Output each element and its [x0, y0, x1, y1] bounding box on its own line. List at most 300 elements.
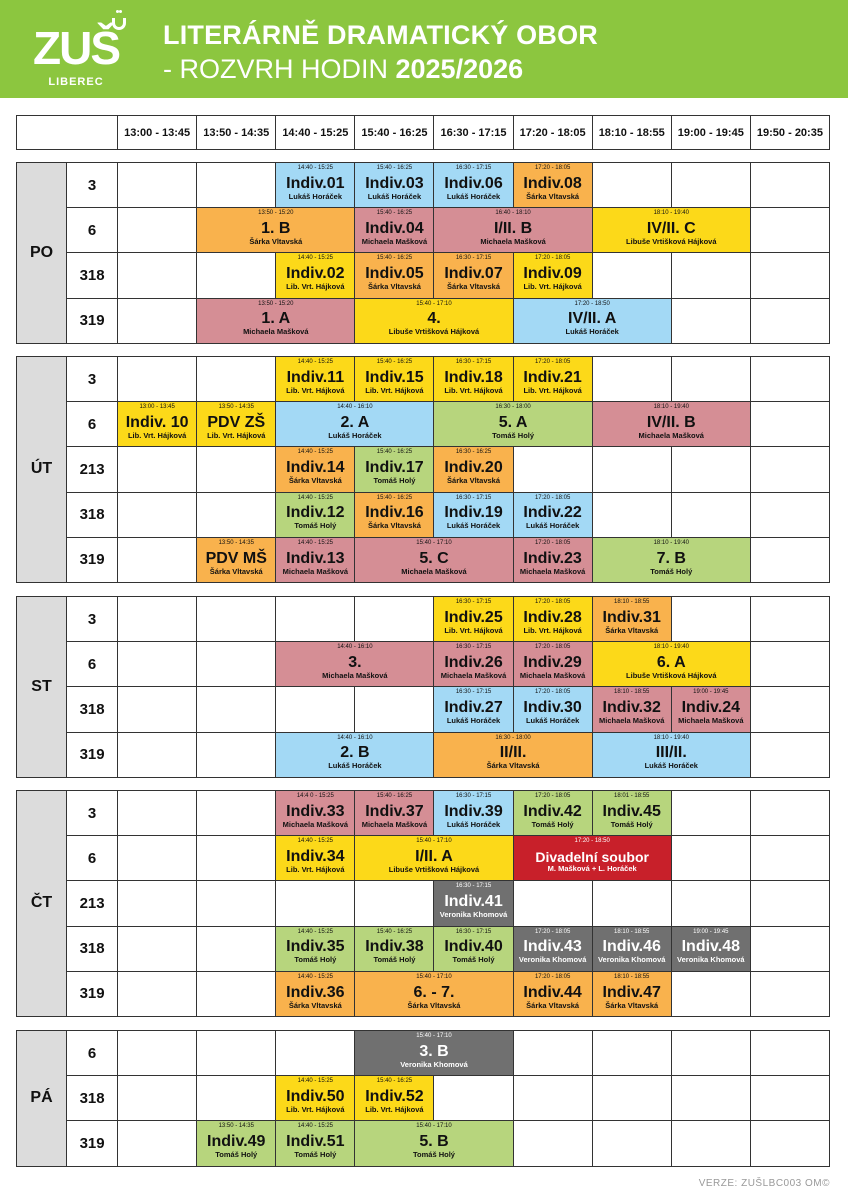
subtitle-prefix: - ROZVRH HODIN [163, 54, 396, 84]
room-label: 319 [67, 971, 118, 1016]
room-label: 6 [67, 642, 118, 687]
room-label: 213 [67, 881, 118, 926]
empty-slot [750, 971, 829, 1016]
empty-slot [118, 971, 197, 1016]
empty-slot [750, 732, 829, 777]
lesson-block [355, 926, 434, 971]
empty-slot [592, 253, 671, 298]
teacher-name: Libuše Vrtišková Hájková [626, 671, 717, 681]
time-slot-header: 17:20 - 18:05 [513, 116, 592, 150]
lesson-block [355, 791, 434, 836]
room-row [17, 163, 830, 208]
teacher-name: Lib. Vrt. Hájková [444, 385, 503, 395]
lesson-label: 3. B [419, 1042, 449, 1060]
lesson-time: 14:40 - 16:10 [337, 734, 373, 741]
day-table-st [16, 596, 830, 778]
lesson-time: 16:30 - 17:15 [455, 689, 492, 696]
empty-slot [671, 1121, 750, 1166]
teacher-name: Lib. Vrt. Hájková [523, 282, 582, 292]
empty-slot [671, 253, 750, 298]
room-label: 6 [67, 402, 118, 447]
lesson-label: 6. - 7. [413, 983, 455, 1001]
empty-slot [197, 791, 276, 836]
day-label: PÁ [17, 1031, 67, 1167]
lesson-time: 14:40 - 15:25 [297, 449, 334, 456]
empty-slot [592, 447, 671, 492]
teacher-name: Šárka Vltavská [447, 282, 501, 292]
lesson-block [276, 836, 355, 881]
lesson-label: Indiv.01 [286, 174, 345, 192]
lesson-block [434, 791, 513, 836]
lesson-label: PDV ZŠ [207, 414, 266, 432]
teacher-name: M. Mašková + L. Horáček [547, 864, 637, 874]
room-label: 3 [67, 791, 118, 836]
lesson-block [434, 642, 513, 687]
lesson-label: Indiv.52 [365, 1088, 424, 1106]
lesson-time: 18:10 - 19:40 [653, 539, 689, 546]
lesson-time: 13:50 - 14:35 [218, 539, 254, 546]
lesson-time: 14:40 - 15:25 [297, 255, 334, 262]
lesson-time: 14:40 - 15:25 [297, 165, 334, 171]
teacher-name: Lib. Vrt. Hájková [286, 865, 345, 875]
lesson-block [197, 1121, 276, 1166]
lesson-time: 18:10 - 18:55 [614, 689, 650, 696]
lesson-time: 15:40 - 17:10 [416, 300, 452, 307]
lesson-time: 15:40 - 17:10 [416, 539, 452, 546]
lesson-time: 16:30 - 17:15 [455, 928, 492, 935]
lesson-time: 13:50 - 15:20 [258, 210, 294, 217]
logo-subtitle: LIBEREC [48, 76, 104, 88]
teacher-name: Šárka Vltavská [367, 282, 421, 292]
lesson-label: IV/II. C [646, 220, 696, 238]
empty-slot [671, 836, 750, 881]
lesson-label: Indiv.32 [602, 699, 661, 717]
empty-slot [197, 357, 276, 402]
empty-slot [197, 1031, 276, 1076]
empty-slot [118, 1076, 197, 1121]
room-label: 6 [67, 836, 118, 881]
empty-slot [118, 836, 197, 881]
empty-slot [750, 926, 829, 971]
time-slot-header: 13:00 - 13:45 [118, 116, 197, 150]
empty-slot [197, 1076, 276, 1121]
lesson-time: 16:30 - 17:15 [455, 599, 492, 605]
lesson-block [513, 836, 671, 881]
lesson-label: Indiv.33 [286, 802, 345, 820]
lesson-time: 16:30 - 18:00 [495, 734, 531, 741]
lesson-block [592, 791, 671, 836]
lesson-label: Indiv.31 [602, 608, 661, 626]
lesson-time: 17:20 - 18:05 [534, 539, 571, 546]
empty-slot [276, 1031, 355, 1076]
lesson-time: 15:40 - 16:25 [376, 494, 413, 501]
empty-slot [197, 163, 276, 208]
lesson-label: Indiv.23 [523, 549, 582, 567]
logo-text: ZUŠ [33, 22, 119, 74]
empty-slot [197, 447, 276, 492]
empty-slot [197, 732, 276, 777]
teacher-name: Libuše Vrtišková Hájková [388, 327, 480, 337]
room-row [17, 1031, 830, 1076]
lesson-block [434, 208, 592, 253]
lesson-block [513, 971, 592, 1016]
lesson-block [355, 836, 513, 881]
lesson-block [434, 881, 513, 926]
lesson-block [276, 642, 434, 687]
empty-slot [513, 881, 592, 926]
lesson-block [355, 447, 434, 492]
lesson-time: 16:30 - 17:15 [455, 255, 492, 262]
empty-slot [592, 1121, 671, 1166]
lesson-label: Indiv.41 [444, 893, 503, 911]
empty-slot [355, 597, 434, 642]
lesson-time: 18:10 - 18:55 [614, 973, 650, 980]
lesson-block [276, 1121, 355, 1166]
empty-slot [671, 971, 750, 1016]
teacher-name: Šárka Vltavská [526, 191, 580, 201]
teacher-name: Michaela Mašková [282, 819, 349, 829]
empty-slot [750, 642, 829, 687]
lesson-block [434, 732, 592, 777]
lesson-time: 15:40 - 17:10 [416, 1033, 452, 1039]
room-row [17, 836, 830, 881]
lesson-block [434, 492, 513, 537]
lesson-time: 16:30 - 17:15 [455, 165, 492, 171]
empty-slot [118, 687, 197, 732]
lesson-label: Indiv.39 [444, 802, 503, 820]
lesson-label: IV/II. A [568, 310, 617, 328]
teacher-name: Šárka Vltavská [526, 1000, 580, 1010]
lesson-label: Indiv.44 [523, 983, 582, 1001]
lesson-block [592, 537, 750, 582]
lesson-label: Indiv.48 [681, 938, 740, 956]
lesson-label: Indiv.50 [286, 1088, 345, 1106]
lesson-time: 16:30 - 18:00 [495, 404, 531, 411]
page-subtitle [163, 54, 523, 85]
lesson-block [592, 642, 750, 687]
room-row [17, 881, 830, 926]
teacher-name: Michaela Mašková [519, 566, 586, 576]
lesson-label: Indiv.02 [286, 265, 345, 283]
teacher-name: Tomáš Holý [492, 431, 535, 441]
lesson-block [355, 163, 434, 208]
teacher-name: Michaela Mašková [440, 671, 507, 681]
time-slot-header: 16:30 - 17:15 [434, 116, 513, 150]
teacher-name: Šárka Vltavská [288, 1000, 342, 1010]
lesson-time: 14:40 - 15:25 [297, 838, 334, 845]
room-row [17, 298, 830, 343]
empty-slot [671, 1076, 750, 1121]
lesson-block [355, 357, 434, 402]
empty-slot [118, 447, 197, 492]
lesson-label: Indiv.08 [523, 174, 582, 192]
lesson-label: Indiv.46 [602, 938, 661, 956]
teacher-name: Šárka Vltavská [447, 476, 501, 486]
teacher-name: Tomáš Holý [452, 955, 495, 965]
teacher-name: Lukáš Horáček [446, 819, 501, 829]
teacher-name: Lukáš Horáček [565, 327, 619, 337]
lesson-label: Indiv.49 [207, 1133, 266, 1151]
lesson-label: Indiv.51 [286, 1133, 345, 1151]
lesson-label: IV/II. B [646, 414, 696, 432]
empty-slot [750, 687, 829, 732]
lesson-block [355, 492, 434, 537]
lesson-block [434, 253, 513, 298]
room-row [17, 402, 830, 447]
teacher-name: Lib. Vrt. Hájková [207, 431, 266, 441]
empty-slot [197, 687, 276, 732]
lesson-label: Indiv.37 [365, 802, 424, 820]
teacher-name: Šárka Vltavská [605, 1000, 659, 1010]
lesson-time: 14:40 - 16:10 [337, 644, 373, 651]
lesson-block [355, 1031, 513, 1076]
lesson-time: 17:20 - 18:05 [534, 494, 571, 501]
lesson-label: 1. A [261, 310, 291, 328]
lesson-label: Indiv.11 [286, 368, 345, 386]
teacher-name: Tomáš Holý [294, 955, 337, 965]
lesson-time: 16:30 - 17:15 [455, 644, 492, 651]
lesson-block [355, 298, 513, 343]
empty-slot [671, 597, 750, 642]
empty-slot [197, 642, 276, 687]
room-row [17, 926, 830, 971]
lesson-time: 13:00 - 13:45 [139, 404, 175, 411]
room-label: 318 [67, 687, 118, 732]
teacher-name: Tomáš Holý [531, 819, 574, 829]
empty-slot [750, 1031, 829, 1076]
empty-slot [118, 357, 197, 402]
teacher-name: Lukáš Horáček [644, 761, 698, 771]
lesson-time: 18:10 - 19:40 [653, 210, 689, 217]
empty-slot [750, 791, 829, 836]
teacher-name: Libuše Vrtišková Hájková [388, 865, 480, 875]
lesson-time: 19:00 - 19:45 [693, 689, 729, 696]
lesson-label: Indiv.26 [444, 654, 503, 672]
teacher-name: Lukáš Horáček [328, 431, 382, 441]
lesson-time: 17:20 - 18:05 [534, 689, 571, 696]
lesson-label: Indiv.45 [602, 802, 661, 820]
lesson-time: 15:40 - 16:25 [376, 210, 413, 217]
lesson-label: Indiv.27 [444, 699, 503, 717]
lesson-block [592, 402, 750, 447]
time-header-row [17, 116, 830, 150]
lesson-block [434, 402, 592, 447]
lesson-time: 16:30 - 17:15 [455, 793, 492, 799]
lesson-time: 18:01 - 18:55 [614, 793, 650, 799]
teacher-name: Lib. Vrt. Hájková [365, 1105, 424, 1115]
lesson-block [434, 687, 513, 732]
empty-slot [276, 597, 355, 642]
empty-slot [592, 492, 671, 537]
empty-slot [197, 253, 276, 298]
room-row [17, 971, 830, 1016]
room-row [17, 687, 830, 732]
teacher-name: Lukáš Horáček [525, 521, 580, 531]
empty-slot [750, 597, 829, 642]
empty-slot [750, 163, 829, 208]
lesson-block [513, 597, 592, 642]
empty-slot [750, 492, 829, 537]
time-slot-header: 14:40 - 15:25 [276, 116, 355, 150]
empty-slot [513, 1031, 592, 1076]
lesson-block [513, 791, 592, 836]
empty-slot [671, 881, 750, 926]
empty-slot [671, 1031, 750, 1076]
lesson-label: Indiv.09 [523, 265, 582, 283]
lesson-time: 13:50 - 14:35 [218, 404, 254, 411]
page-title: LITERÁRNĚ DRAMATICKÝ OBOR [163, 20, 598, 50]
lesson-label: Indiv.29 [523, 654, 582, 672]
lesson-time: 18:10 - 18:55 [614, 928, 650, 935]
lesson-label: Indiv.16 [365, 504, 424, 522]
lesson-time: 16:40 - 18:10 [495, 210, 531, 217]
teacher-name: Šárka Vltavská [605, 625, 659, 635]
lesson-block [355, 208, 434, 253]
lesson-time: 15:40 - 16:25 [376, 359, 413, 365]
lesson-label: Indiv.18 [444, 368, 503, 386]
lesson-label: Indiv.14 [286, 459, 345, 477]
lesson-block [513, 298, 671, 343]
room-row [17, 791, 830, 836]
room-label: 319 [67, 732, 118, 777]
lesson-block [671, 926, 750, 971]
lesson-label: PDV MŠ [205, 549, 267, 567]
lesson-time: 15:40 - 17:10 [416, 1123, 452, 1130]
lesson-time: 15:40 - 16:25 [376, 165, 413, 171]
lesson-block [276, 163, 355, 208]
teacher-name: Tomáš Holý [294, 1150, 337, 1160]
lesson-label: Indiv.38 [365, 938, 424, 956]
empty-slot [276, 687, 355, 732]
lesson-block [434, 597, 513, 642]
empty-slot [750, 1076, 829, 1121]
lesson-label: 6. A [656, 654, 686, 672]
lesson-time: 19:00 - 19:45 [693, 928, 729, 935]
lesson-time: 14:40 - 15:25 [297, 494, 334, 501]
empty-slot [592, 1031, 671, 1076]
lesson-block [592, 597, 671, 642]
teacher-name: Michaela Mašková [361, 819, 428, 829]
lesson-label: Divadelní soubor [535, 849, 649, 866]
lesson-time: 17:20 - 18:05 [534, 255, 571, 262]
teacher-name: Lib. Vrt. Hájková [444, 625, 503, 635]
lesson-label: Indiv.05 [365, 265, 424, 283]
empty-slot [118, 1031, 197, 1076]
lesson-block [197, 402, 276, 447]
lesson-time: 17:20 - 18:05 [534, 793, 571, 799]
lesson-block [276, 402, 434, 447]
lesson-label: Indiv.42 [523, 802, 582, 820]
lesson-label: Indiv.21 [523, 368, 582, 386]
empty-slot [118, 1121, 197, 1166]
lesson-block [592, 687, 671, 732]
empty-slot [434, 1076, 513, 1121]
day-label: ÚT [17, 357, 67, 583]
lesson-block [276, 492, 355, 537]
day-label: ČT [17, 791, 67, 1017]
lesson-label: 7. B [656, 549, 686, 567]
empty-slot [355, 881, 434, 926]
lesson-block [355, 537, 513, 582]
lesson-block [276, 1076, 355, 1121]
lesson-time: 18:10 - 19:40 [653, 404, 689, 411]
empty-slot [118, 926, 197, 971]
lesson-block [276, 926, 355, 971]
lesson-label: I/II. B [493, 220, 533, 238]
lesson-block [276, 732, 434, 777]
empty-slot [118, 537, 197, 582]
lesson-time: 14:40 - 15:25 [297, 1123, 334, 1130]
room-label: 213 [67, 447, 118, 492]
time-slot-header: 18:10 - 18:55 [592, 116, 671, 150]
lesson-time: 16:30 - 17:15 [455, 359, 492, 365]
teacher-name: Lib. Vrt. Hájková [286, 385, 345, 395]
lesson-block [434, 447, 513, 492]
lesson-time: 14:40 - 15:25 [297, 359, 334, 365]
lesson-label: 3. [348, 654, 362, 672]
lesson-time: 17:20 - 18:05 [534, 973, 571, 980]
lesson-label: Indiv.06 [444, 174, 503, 192]
lesson-label: 2. A [340, 414, 370, 432]
room-label: 318 [67, 1076, 118, 1121]
teacher-name: Veronika Khomová [597, 955, 666, 965]
lesson-block [118, 402, 197, 447]
teacher-name: Tomáš Holý [610, 819, 653, 829]
empty-slot [671, 447, 750, 492]
empty-slot [197, 492, 276, 537]
lesson-label: 5. C [419, 549, 449, 567]
empty-slot [118, 253, 197, 298]
lesson-label: I/II. A [415, 848, 453, 866]
teacher-name: Michaela Mašková [638, 431, 704, 441]
teacher-name: Michaela Mašková [401, 566, 467, 576]
teacher-name: Michaela Mašková [282, 566, 349, 576]
day-table-čt [16, 790, 830, 1017]
teacher-name: Michaela Mašková [678, 716, 744, 726]
lesson-time: 16:30 - 16:25 [455, 449, 492, 456]
lesson-block [513, 642, 592, 687]
room-label: 3 [67, 357, 118, 402]
lesson-block [276, 253, 355, 298]
teacher-name: Lib. Vrt. Hájková [286, 1105, 345, 1115]
room-label: 6 [67, 208, 118, 253]
teacher-name: Veronika Khomová [439, 910, 508, 920]
day-table-po [16, 162, 830, 344]
lesson-block [197, 208, 355, 253]
teacher-name: Šárka Vltavská [367, 521, 421, 531]
lesson-block [355, 1076, 434, 1121]
lesson-time: 17:20 - 18:05 [534, 644, 571, 651]
lesson-block [513, 253, 592, 298]
empty-slot [197, 881, 276, 926]
teacher-name: Veronika Khomová [400, 1059, 468, 1069]
lesson-time: 13:50 - 15:20 [258, 300, 294, 307]
lesson-label: Indiv.43 [523, 938, 582, 956]
room-label: 318 [67, 926, 118, 971]
lesson-label: III/II. [655, 744, 687, 762]
lesson-time: 17:20 - 18:05 [534, 599, 571, 605]
teacher-name: Šárka Vltavská [288, 476, 342, 486]
empty-slot [750, 253, 829, 298]
empty-slot [197, 926, 276, 971]
lesson-time: 17:20 - 18:50 [574, 838, 610, 845]
lesson-block [513, 537, 592, 582]
room-label: 319 [67, 537, 118, 582]
room-label: 318 [67, 253, 118, 298]
day-table-pá [16, 1030, 830, 1167]
lesson-block [197, 537, 276, 582]
lesson-time: 17:20 - 18:05 [534, 359, 571, 365]
